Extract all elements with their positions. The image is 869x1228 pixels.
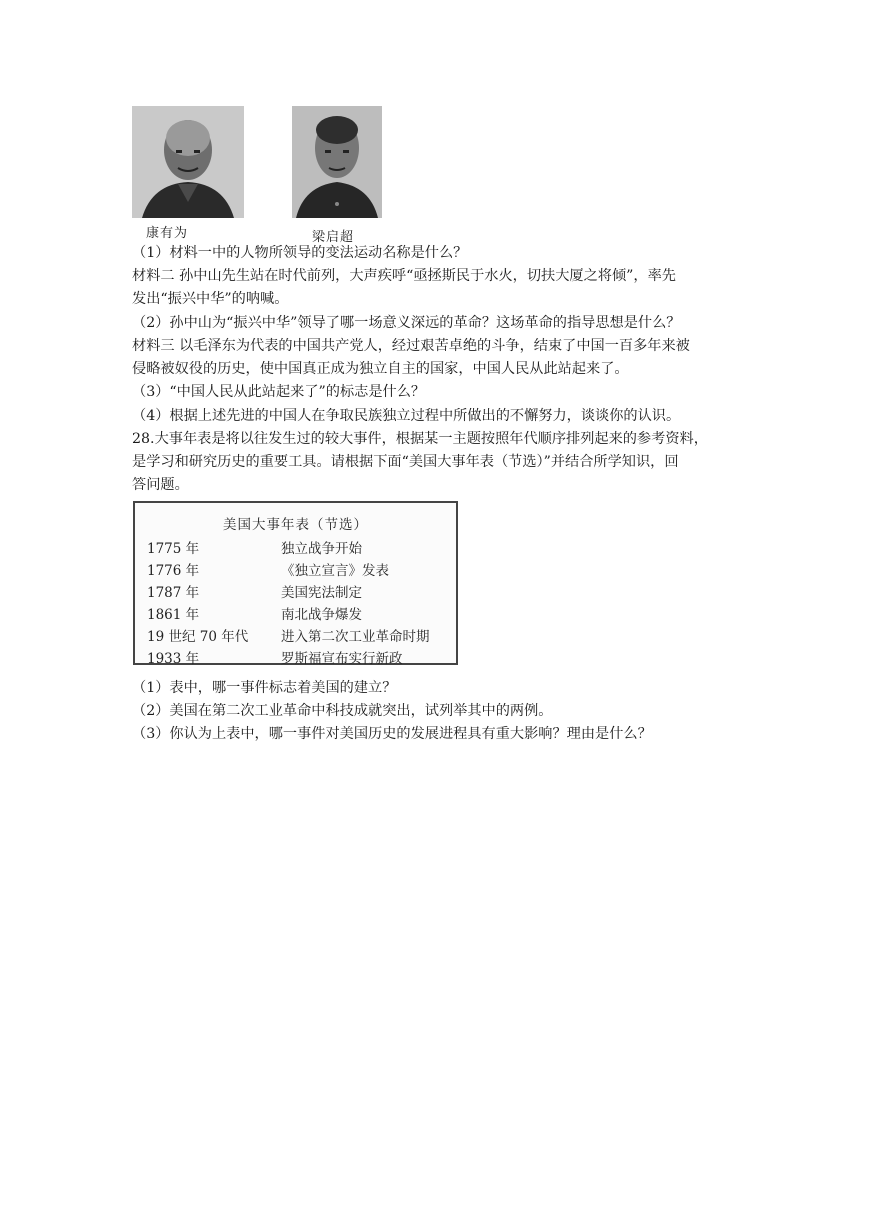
text-line: 材料三 以毛泽东为代表的中国共产党人，经过艰苦卓绝的斗争，结束了中国一百多年来被	[132, 338, 690, 354]
table-row	[147, 581, 448, 601]
table-row	[147, 647, 448, 667]
table-row	[147, 537, 448, 557]
text-line: （1）材料一中的人物所领导的变法运动名称是什么？	[132, 245, 468, 261]
text-line: （4）根据上述先进的中国人在争取民族独立过程中所做出的不懈努力，谈谈你的认识。	[132, 408, 681, 424]
row-year: 1775 年	[147, 541, 200, 557]
row-year: 1861 年	[147, 607, 200, 623]
row-event: 罗斯福宣布实行新政	[281, 651, 403, 667]
text-line: （3）“中国人民从此站起来了”的标志是什么？	[132, 384, 426, 400]
kang-youwei-caption: 康有为	[146, 226, 189, 241]
text-line: （2）孙中山为“振兴中华”领导了哪一场意义深远的革命？这场革命的指导思想是什么？	[132, 315, 681, 331]
question-line: （2）美国在第二次工业革命中科技成就突出，试列举其中的两例。	[132, 703, 553, 719]
row-year: 1933 年	[147, 651, 200, 667]
table-row	[147, 625, 448, 645]
row-event: 南北战争爆发	[281, 607, 362, 623]
text-line: 侵略被奴役的历史，使中国真正成为独立自主的国家，中国人民从此站起来了。	[132, 361, 629, 377]
text-line: 发出“振兴中华”的呐喊。	[132, 291, 289, 307]
text-line: 答问题。	[132, 477, 189, 493]
row-year: 1776 年	[147, 563, 200, 579]
row-year: 1787 年	[147, 585, 200, 601]
us-timeline-table	[133, 501, 458, 665]
portrait-photos	[132, 106, 384, 244]
liang-qichao-caption: 梁启超	[312, 230, 355, 245]
row-event: 进入第二次工业革命时期	[281, 629, 430, 645]
text-line: 是学习和研究历史的重要工具。请根据下面“美国大事年表（节选）”并结合所学知识，回	[132, 454, 679, 470]
text-line: 材料二 孙中山先生站在时代前列，大声疾呼“亟拯斯民于水火，切扶大厦之将倾”，率先	[132, 268, 676, 284]
liang-qichao-portrait	[292, 106, 382, 218]
table-title: 美国大事年表（节选）	[223, 517, 368, 533]
text-line: 28.大事年表是将以往发生过的较大事件，根据某一主题按照年代顺序排列起来的参考资料，	[132, 431, 708, 447]
question-line: （3）你认为上表中，哪一事件对美国历史的发展进程具有重大影响？理由是什么？	[132, 726, 652, 742]
table-row	[147, 559, 448, 579]
row-event: 美国宪法制定	[281, 585, 362, 601]
kang-youwei-portrait	[132, 106, 244, 218]
table-row	[147, 603, 448, 623]
row-year: 19 世纪 70 年代	[147, 629, 249, 645]
row-event: 《独立宣言》发表	[281, 563, 389, 579]
row-event: 独立战争开始	[281, 541, 362, 557]
question-line: （1）表中，哪一事件标志着美国的建立？	[132, 680, 397, 696]
